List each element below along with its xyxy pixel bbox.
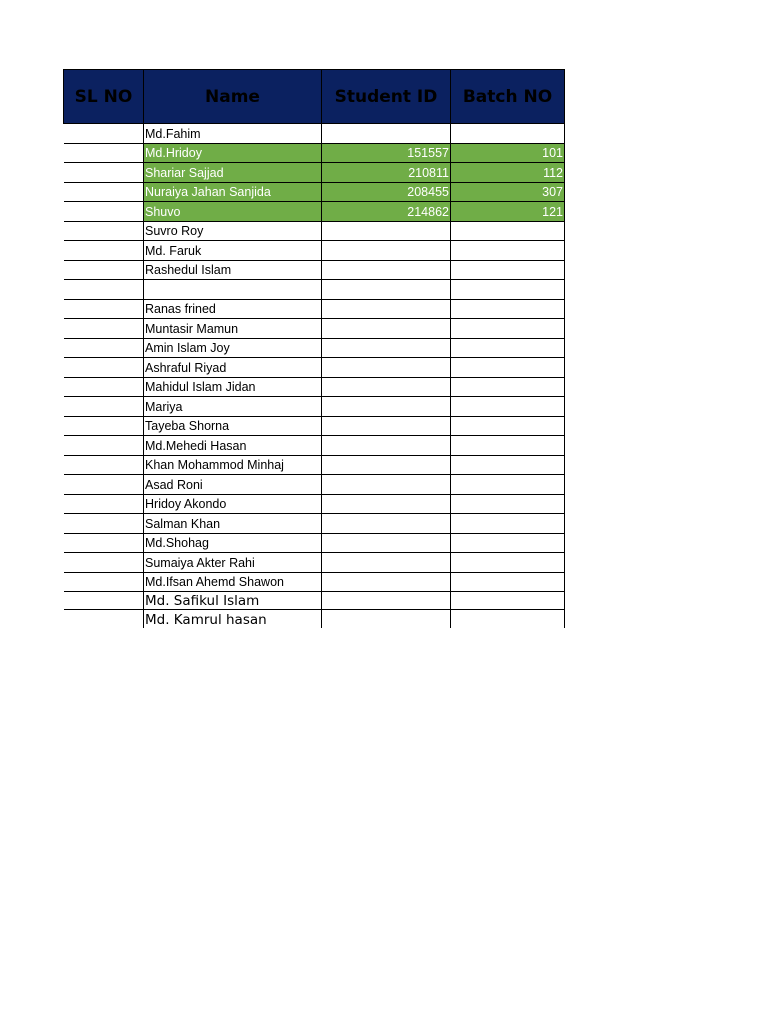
cell-name[interactable]: Md.Shohag bbox=[144, 533, 322, 553]
cell-student-id[interactable] bbox=[322, 592, 451, 610]
cell-student-id[interactable] bbox=[322, 436, 451, 456]
cell-student-id[interactable] bbox=[322, 416, 451, 436]
cell-sl-no[interactable] bbox=[64, 494, 144, 514]
cell-batch-no[interactable] bbox=[451, 221, 565, 241]
cell-batch-no[interactable]: 307 bbox=[451, 182, 565, 202]
cell-student-id[interactable] bbox=[322, 221, 451, 241]
table-row bbox=[64, 241, 565, 261]
cell-batch-no[interactable] bbox=[451, 358, 565, 378]
cell-batch-no[interactable] bbox=[451, 592, 565, 610]
cell-batch-no[interactable] bbox=[451, 494, 565, 514]
cell-batch-no[interactable] bbox=[451, 397, 565, 417]
cell-batch-no[interactable] bbox=[451, 436, 565, 456]
table-row bbox=[64, 397, 565, 417]
table-row bbox=[64, 299, 565, 319]
cell-name[interactable]: Suvro Roy bbox=[144, 221, 322, 241]
cell-sl-no[interactable] bbox=[64, 436, 144, 456]
cell-student-id[interactable] bbox=[322, 494, 451, 514]
cell-sl-no[interactable] bbox=[64, 124, 144, 144]
cell-student-id[interactable]: 210811 bbox=[322, 163, 451, 183]
cell-name[interactable]: Hridoy Akondo bbox=[144, 494, 322, 514]
cell-sl-no[interactable] bbox=[64, 280, 144, 300]
table-row bbox=[64, 377, 565, 397]
cell-sl-no[interactable] bbox=[64, 553, 144, 573]
cell-sl-no[interactable] bbox=[64, 514, 144, 534]
cell-name[interactable]: Md. Kamrul hasan bbox=[144, 610, 322, 628]
cell-student-id[interactable] bbox=[322, 397, 451, 417]
cell-student-id[interactable] bbox=[322, 610, 451, 628]
cell-student-id[interactable] bbox=[322, 514, 451, 534]
cell-student-id[interactable] bbox=[322, 241, 451, 261]
table-row bbox=[64, 455, 565, 475]
cell-name[interactable] bbox=[144, 280, 322, 300]
table-row bbox=[64, 436, 565, 456]
cell-sl-no[interactable] bbox=[64, 260, 144, 280]
cell-batch-no[interactable] bbox=[451, 338, 565, 358]
cell-batch-no[interactable] bbox=[451, 299, 565, 319]
cell-batch-no[interactable] bbox=[451, 455, 565, 475]
cell-name[interactable]: Shuvo bbox=[144, 202, 322, 222]
cell-sl-no[interactable] bbox=[64, 358, 144, 378]
cell-student-id[interactable] bbox=[322, 358, 451, 378]
cell-batch-no[interactable] bbox=[451, 377, 565, 397]
cell-student-id[interactable] bbox=[322, 377, 451, 397]
cell-sl-no[interactable] bbox=[64, 202, 144, 222]
cell-sl-no[interactable] bbox=[64, 182, 144, 202]
header-name[interactable]: Name bbox=[144, 70, 322, 124]
cell-name[interactable]: Nuraiya Jahan Sanjida bbox=[144, 182, 322, 202]
cell-name[interactable]: Md. Safikul Islam bbox=[144, 592, 322, 610]
cell-sl-no[interactable] bbox=[64, 338, 144, 358]
cell-sl-no[interactable] bbox=[64, 241, 144, 261]
cell-name[interactable]: Md.Fahim bbox=[144, 124, 322, 144]
cell-name[interactable]: Tayeba Shorna bbox=[144, 416, 322, 436]
cell-sl-no[interactable] bbox=[64, 221, 144, 241]
cell-batch-no[interactable] bbox=[451, 610, 565, 628]
table-row bbox=[64, 124, 565, 144]
table-row bbox=[64, 610, 565, 628]
table-body bbox=[64, 124, 565, 628]
table-row bbox=[64, 280, 565, 300]
cell-batch-no[interactable] bbox=[451, 260, 565, 280]
cell-student-id[interactable] bbox=[322, 455, 451, 475]
table-row bbox=[64, 143, 565, 163]
cell-student-id[interactable] bbox=[322, 124, 451, 144]
cell-name[interactable]: Asad Roni bbox=[144, 475, 322, 495]
cell-student-id[interactable] bbox=[322, 572, 451, 592]
table-row bbox=[64, 319, 565, 339]
cell-student-id[interactable] bbox=[322, 553, 451, 573]
cell-sl-no[interactable] bbox=[64, 319, 144, 339]
cell-sl-no[interactable] bbox=[64, 163, 144, 183]
cell-student-id[interactable] bbox=[322, 475, 451, 495]
cell-name[interactable]: Mariya bbox=[144, 397, 322, 417]
cell-name[interactable]: Md.Hridoy bbox=[144, 143, 322, 163]
cell-student-id[interactable] bbox=[322, 299, 451, 319]
header-row bbox=[64, 70, 565, 124]
student-table bbox=[63, 69, 565, 628]
table-row bbox=[64, 260, 565, 280]
cell-name[interactable]: Md. Faruk bbox=[144, 241, 322, 261]
cell-batch-no[interactable] bbox=[451, 553, 565, 573]
cell-batch-no[interactable] bbox=[451, 319, 565, 339]
cell-batch-no[interactable]: 112 bbox=[451, 163, 565, 183]
cell-name[interactable]: Amin Islam Joy bbox=[144, 338, 322, 358]
table-row bbox=[64, 494, 565, 514]
cell-student-id[interactable]: 208455 bbox=[322, 182, 451, 202]
table-row bbox=[64, 163, 565, 183]
table-row bbox=[64, 221, 565, 241]
table-row bbox=[64, 358, 565, 378]
cell-student-id[interactable] bbox=[322, 533, 451, 553]
cell-sl-no[interactable] bbox=[64, 455, 144, 475]
cell-student-id[interactable] bbox=[322, 319, 451, 339]
cell-student-id[interactable]: 214862 bbox=[322, 202, 451, 222]
cell-batch-no[interactable] bbox=[451, 280, 565, 300]
header-student-id[interactable]: Student ID bbox=[322, 70, 451, 124]
table-row bbox=[64, 475, 565, 495]
cell-student-id[interactable]: 151557 bbox=[322, 143, 451, 163]
cell-student-id[interactable] bbox=[322, 260, 451, 280]
cell-name[interactable]: Mahidul Islam Jidan bbox=[144, 377, 322, 397]
cell-name[interactable]: Shariar Sajjad bbox=[144, 163, 322, 183]
cell-batch-no[interactable] bbox=[451, 514, 565, 534]
table-row bbox=[64, 338, 565, 358]
cell-name[interactable]: Md.Ifsan Ahemd Shawon bbox=[144, 572, 322, 592]
table-row bbox=[64, 514, 565, 534]
table-row bbox=[64, 572, 565, 592]
cell-batch-no[interactable]: 101 bbox=[451, 143, 565, 163]
cell-sl-no[interactable] bbox=[64, 610, 144, 628]
cell-name[interactable]: Muntasir Mamun bbox=[144, 319, 322, 339]
cell-batch-no[interactable] bbox=[451, 124, 565, 144]
table-row bbox=[64, 553, 565, 573]
cell-sl-no[interactable] bbox=[64, 572, 144, 592]
cell-sl-no[interactable] bbox=[64, 143, 144, 163]
cell-batch-no[interactable] bbox=[451, 572, 565, 592]
table-row bbox=[64, 416, 565, 436]
table-row bbox=[64, 182, 565, 202]
cell-student-id[interactable] bbox=[322, 338, 451, 358]
cell-name[interactable]: Ranas frined bbox=[144, 299, 322, 319]
cell-batch-no[interactable] bbox=[451, 475, 565, 495]
cell-sl-no[interactable] bbox=[64, 397, 144, 417]
cell-name[interactable]: Salman Khan bbox=[144, 514, 322, 534]
cell-sl-no[interactable] bbox=[64, 475, 144, 495]
header-sl-no[interactable]: SL NO bbox=[64, 70, 144, 124]
table-row bbox=[64, 533, 565, 553]
cell-batch-no[interactable] bbox=[451, 241, 565, 261]
cell-name[interactable]: Khan Mohammod Minhaj bbox=[144, 455, 322, 475]
cell-batch-no[interactable] bbox=[451, 533, 565, 553]
cell-name[interactable]: Rashedul Islam bbox=[144, 260, 322, 280]
cell-sl-no[interactable] bbox=[64, 592, 144, 610]
cell-student-id[interactable] bbox=[322, 280, 451, 300]
cell-batch-no[interactable]: 121 bbox=[451, 202, 565, 222]
cell-sl-no[interactable] bbox=[64, 299, 144, 319]
cell-sl-no[interactable] bbox=[64, 416, 144, 436]
cell-name[interactable]: Sumaiya Akter Rahi bbox=[144, 553, 322, 573]
cell-name[interactable]: Md.Mehedi Hasan bbox=[144, 436, 322, 456]
cell-sl-no[interactable] bbox=[64, 533, 144, 553]
table-row bbox=[64, 202, 565, 222]
cell-name[interactable]: Ashraful Riyad bbox=[144, 358, 322, 378]
table-row bbox=[64, 592, 565, 610]
header-batch-no[interactable]: Batch NO bbox=[451, 70, 565, 124]
cell-batch-no[interactable] bbox=[451, 416, 565, 436]
cell-sl-no[interactable] bbox=[64, 377, 144, 397]
